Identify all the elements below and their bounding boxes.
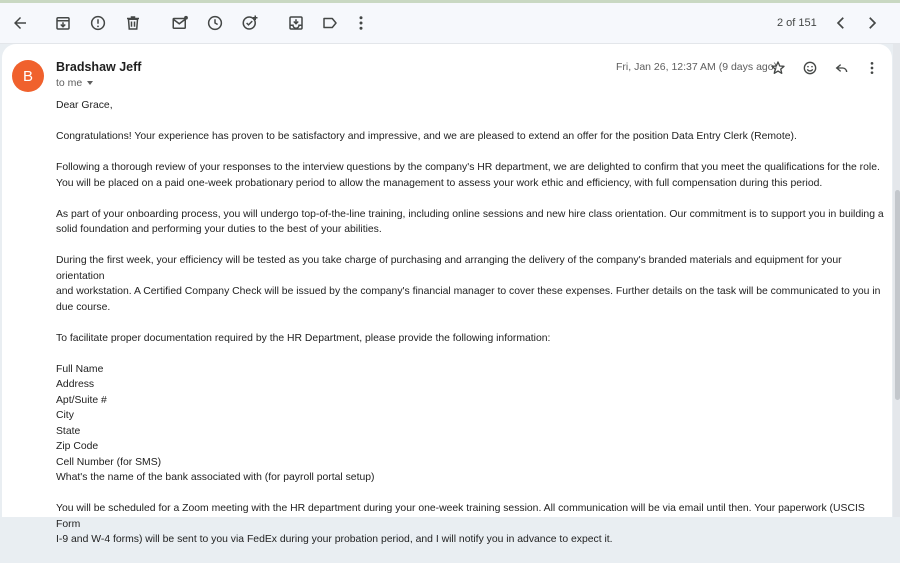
info-list [56, 362, 886, 486]
list-item: Cell Number (for SMS) [56, 456, 162, 468]
emoji-reaction-icon[interactable] [800, 58, 820, 78]
list-item: Full Name [56, 363, 104, 375]
avatar[interactable]: B [12, 60, 44, 92]
paragraph-4-line-3: due course. [56, 301, 111, 313]
list-item: Apt/Suite # [56, 394, 107, 406]
paragraph-6 [56, 501, 886, 548]
caret-down-icon [87, 81, 93, 85]
paragraph-2-line-2: You will be placed on a paid one-week probationary period to allow the management to assess your work ethic and efficiency, with full compensation during this period. [56, 177, 823, 189]
snooze-icon[interactable] [203, 11, 227, 35]
back-arrow-icon[interactable] [8, 11, 32, 35]
report-spam-icon[interactable] [86, 11, 110, 35]
paragraph-2 [56, 160, 886, 191]
paragraph-3 [56, 207, 886, 238]
recipient-label: to me [56, 77, 83, 89]
star-icon[interactable] [768, 58, 788, 78]
paragraph-6-line-1: You will be scheduled for a Zoom meeting with the HR department during your one-week training session. All communication will be via email until then. Your paperwork (USCIS Form [56, 503, 865, 530]
list-item: State [56, 425, 81, 437]
more-vert-icon[interactable] [349, 11, 373, 35]
paragraph-1: Congratulations! Your experience has proven to be satisfactory and impressive, and we are pleased to extend an offer for the position Data Entry Clerk (Remote). [56, 131, 797, 142]
archive-icon[interactable] [51, 11, 75, 35]
paragraph-4 [56, 253, 886, 315]
chevron-left-icon[interactable] [829, 11, 853, 35]
paragraph-3-line-1: As part of your onboarding process, you will undergo top-of-the-line training, including online sessions and new hire class orientation. Our commitment is to support you in building a [56, 208, 884, 220]
delete-icon[interactable] [121, 11, 145, 35]
paragraph-4-line-1: During the first week, your efficiency will be tested as you take charge of purchasing and arranging the delivery of the company's branded materials and equipment for your orientation [56, 255, 842, 282]
list-item: Zip Code [56, 441, 99, 452]
label-icon[interactable] [318, 11, 342, 35]
paragraph-5: To facilitate proper documentation required by the HR Department, please provide the following information: [56, 332, 551, 344]
message-counter: 2 of 151 [777, 17, 817, 29]
chevron-right-icon[interactable] [860, 11, 884, 35]
email-body [56, 98, 886, 563]
more-vert-icon-header[interactable] [862, 58, 882, 78]
scrollbar-thumb[interactable] [895, 190, 900, 400]
move-to-icon[interactable] [284, 11, 308, 35]
mark-unread-icon[interactable] [168, 11, 192, 35]
sender-name[interactable]: Bradshaw Jeff [56, 60, 142, 74]
paragraph-2-line-1: Following a thorough review of your responses to the interview questions by the company's HR department, we are delighted to confirm that you meet the qualifications for the role. [56, 162, 880, 173]
recipient-dropdown[interactable] [56, 77, 93, 89]
greeting: Dear Grace, [56, 100, 113, 111]
email-date: Fri, Jan 26, 12:37 AM (9 days ago) [616, 61, 778, 73]
paragraph-6-line-2: I-9 and W-4 forms) will be sent to you via FedEx during your probation period, and I will notify you in advance to expect it. [56, 534, 613, 545]
message-toolbar [0, 3, 900, 44]
list-item: Address [56, 379, 95, 390]
list-item: What's the name of the bank associated with (for payroll portal setup) [56, 472, 375, 483]
paragraph-3-line-2: solid foundation and performing your duties to the best of your abilities. [56, 224, 382, 235]
list-item: City [56, 410, 74, 421]
add-task-icon[interactable] [238, 11, 262, 35]
paragraph-4-line-2: and workstation. A Certified Company Check will be issued by the company's financial manager to cover these expenses. Further details on the task will be communicated to you in [56, 286, 881, 297]
reply-icon[interactable] [832, 58, 852, 78]
